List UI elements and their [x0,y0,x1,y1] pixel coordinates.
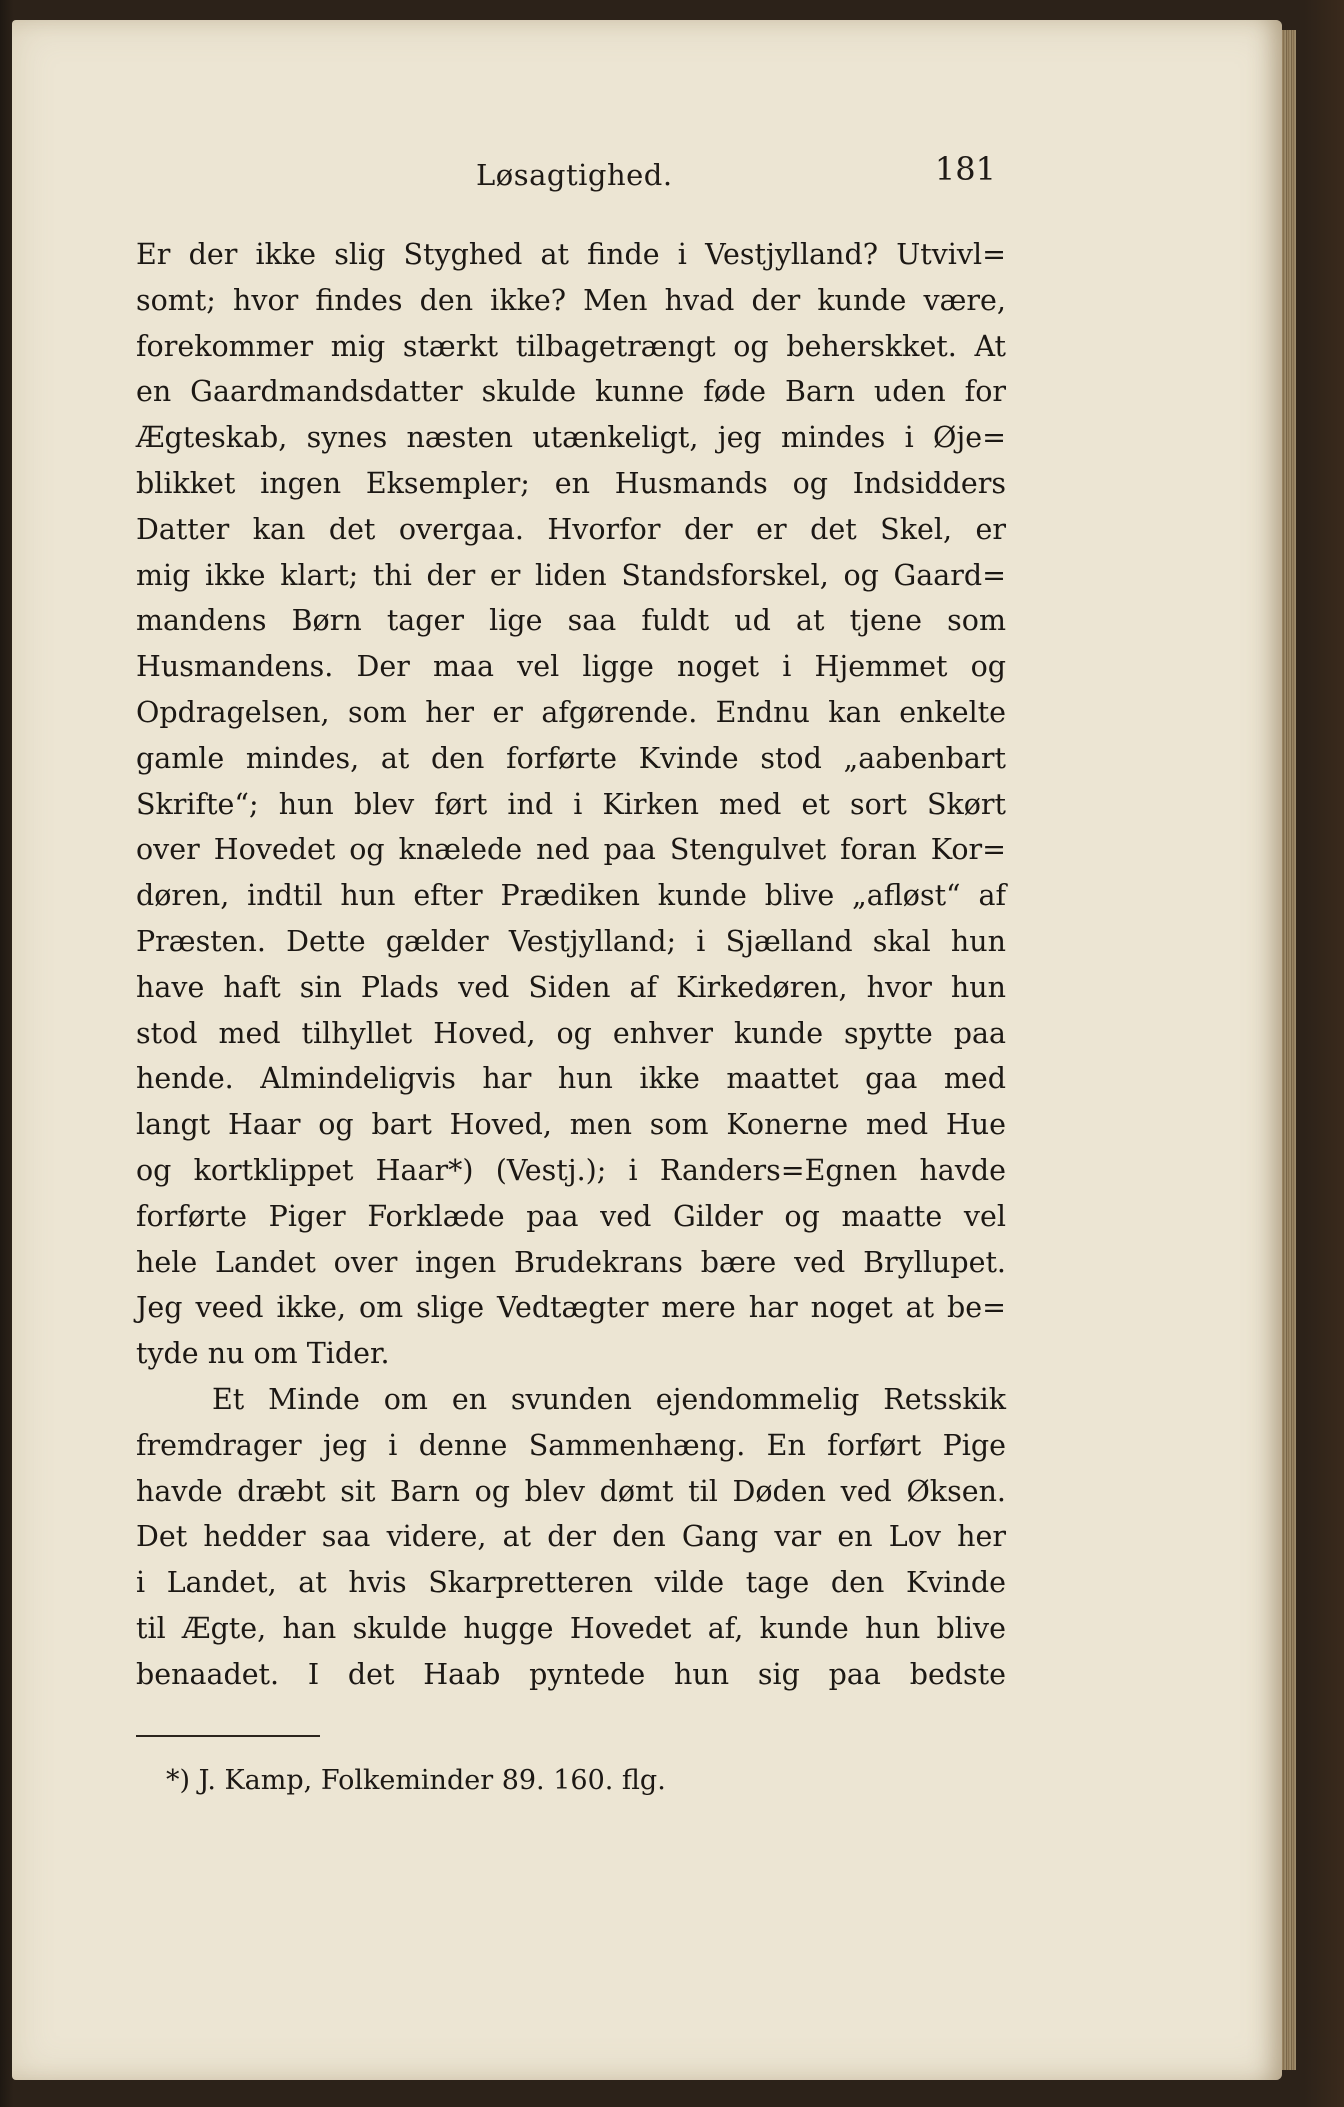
text-line: forekommer mig stærkt tilbagetrængt og beherskket. At [136,329,1006,363]
footnote-divider [136,1735,320,1737]
text-line: havde dræbt sit Barn og blev dømt til Døden ved Øksen. [136,1474,1006,1508]
text-line: og kortklippet Haar*) (Vestj.); i Randers=Egnen havde [136,1153,1006,1187]
text-line: hende. Almindeligvis har hun ikke maattet gaa med [136,1062,1006,1096]
text-line: Et Minde om en svunden ejendommelig Retsskik [212,1382,1006,1416]
page-header [136,150,996,200]
text-line: Det hedder saa videre, at der den Gang var en Lov her [136,1520,1006,1554]
text-line: forførte Piger Forklæde paa ved Gilder og maatte vel [136,1199,1006,1233]
text-line: mig ikke klart; thi der er liden Standsforskel, og Gaard= [136,558,1006,592]
text-line: Husmandens. Der maa vel ligge noget i Hjemmet og [136,650,1006,684]
text-line: Jeg veed ikke, om slige Vedtægter mere har noget at be= [136,1291,1006,1325]
text-line: have haft sin Plads ved Siden af Kirkedøren, hvor hun [136,970,1006,1004]
page-number: 181 [934,150,996,188]
text-line: Skrifte“; hun blev ført ind i Kirken med et sort Skørt [136,787,1006,821]
text-line: Datter kan det overgaa. Hvorfor der er det Skel, er [136,512,1006,546]
footnote: *) J. Kamp, Folkeminder 89. 160. flg. [166,1765,666,1796]
text-line: stod med tilhyllet Hoved, og enhver kunde spytte paa [136,1016,1006,1050]
text-line: en Gaardmandsdatter skulde kunne føde Barn uden for [136,375,1006,409]
text-line: mandens Børn tager lige saa fuldt ud at tjene som [136,604,1006,638]
text-line: Ægteskab, synes næsten utænkeligt, jeg mindes i Øje= [136,421,1006,455]
text-line: somt; hvor findes den ikke? Men hvad der kunde være, [136,283,1006,317]
text-line: Opdragelsen, som her er afgørende. Endnu kan enkelte [136,695,1006,729]
paragraph-1 [136,232,1006,1377]
paragraph-2 [136,1377,1006,1698]
running-head: Løsagtighed. [476,158,673,192]
text-line: hele Landet over ingen Brudekrans bære ved Bryllupet. [136,1245,1006,1279]
text-line: langt Haar og bart Hoved, men som Konerne med Hue [136,1108,1006,1142]
text-line: blikket ingen Eksempler; en Husmands og Indsidders [136,466,1006,500]
text-line: fremdrager jeg i denne Sammenhæng. En forført Pige [136,1428,1006,1462]
text-line: til Ægte, han skulde hugge Hovedet af, kunde hun blive [136,1611,1006,1645]
body-text [136,232,1006,1698]
text-line: gamle mindes, at den forførte Kvinde stod „aabenbart [136,741,1006,775]
page-edges [1282,30,1296,2070]
text-line: i Landet, at hvis Skarpretteren vilde tage den Kvinde [136,1566,1006,1600]
text-line: døren, indtil hun efter Prædiken kunde blive „afløst“ af [136,879,1006,913]
text-line: over Hovedet og knælede ned paa Stengulvet foran Kor= [136,833,1006,867]
text-line: tyde nu om Tider. [136,1337,390,1371]
text-line: Præsten. Dette gælder Vestjylland; i Sjælland skal hun [136,924,1006,958]
text-line: benaadet. I det Haab pyntede hun sig paa bedste [136,1657,1006,1691]
text-line: Er der ikke slig Styghed at finde i Vestjylland? Utvivl= [136,238,1006,271]
